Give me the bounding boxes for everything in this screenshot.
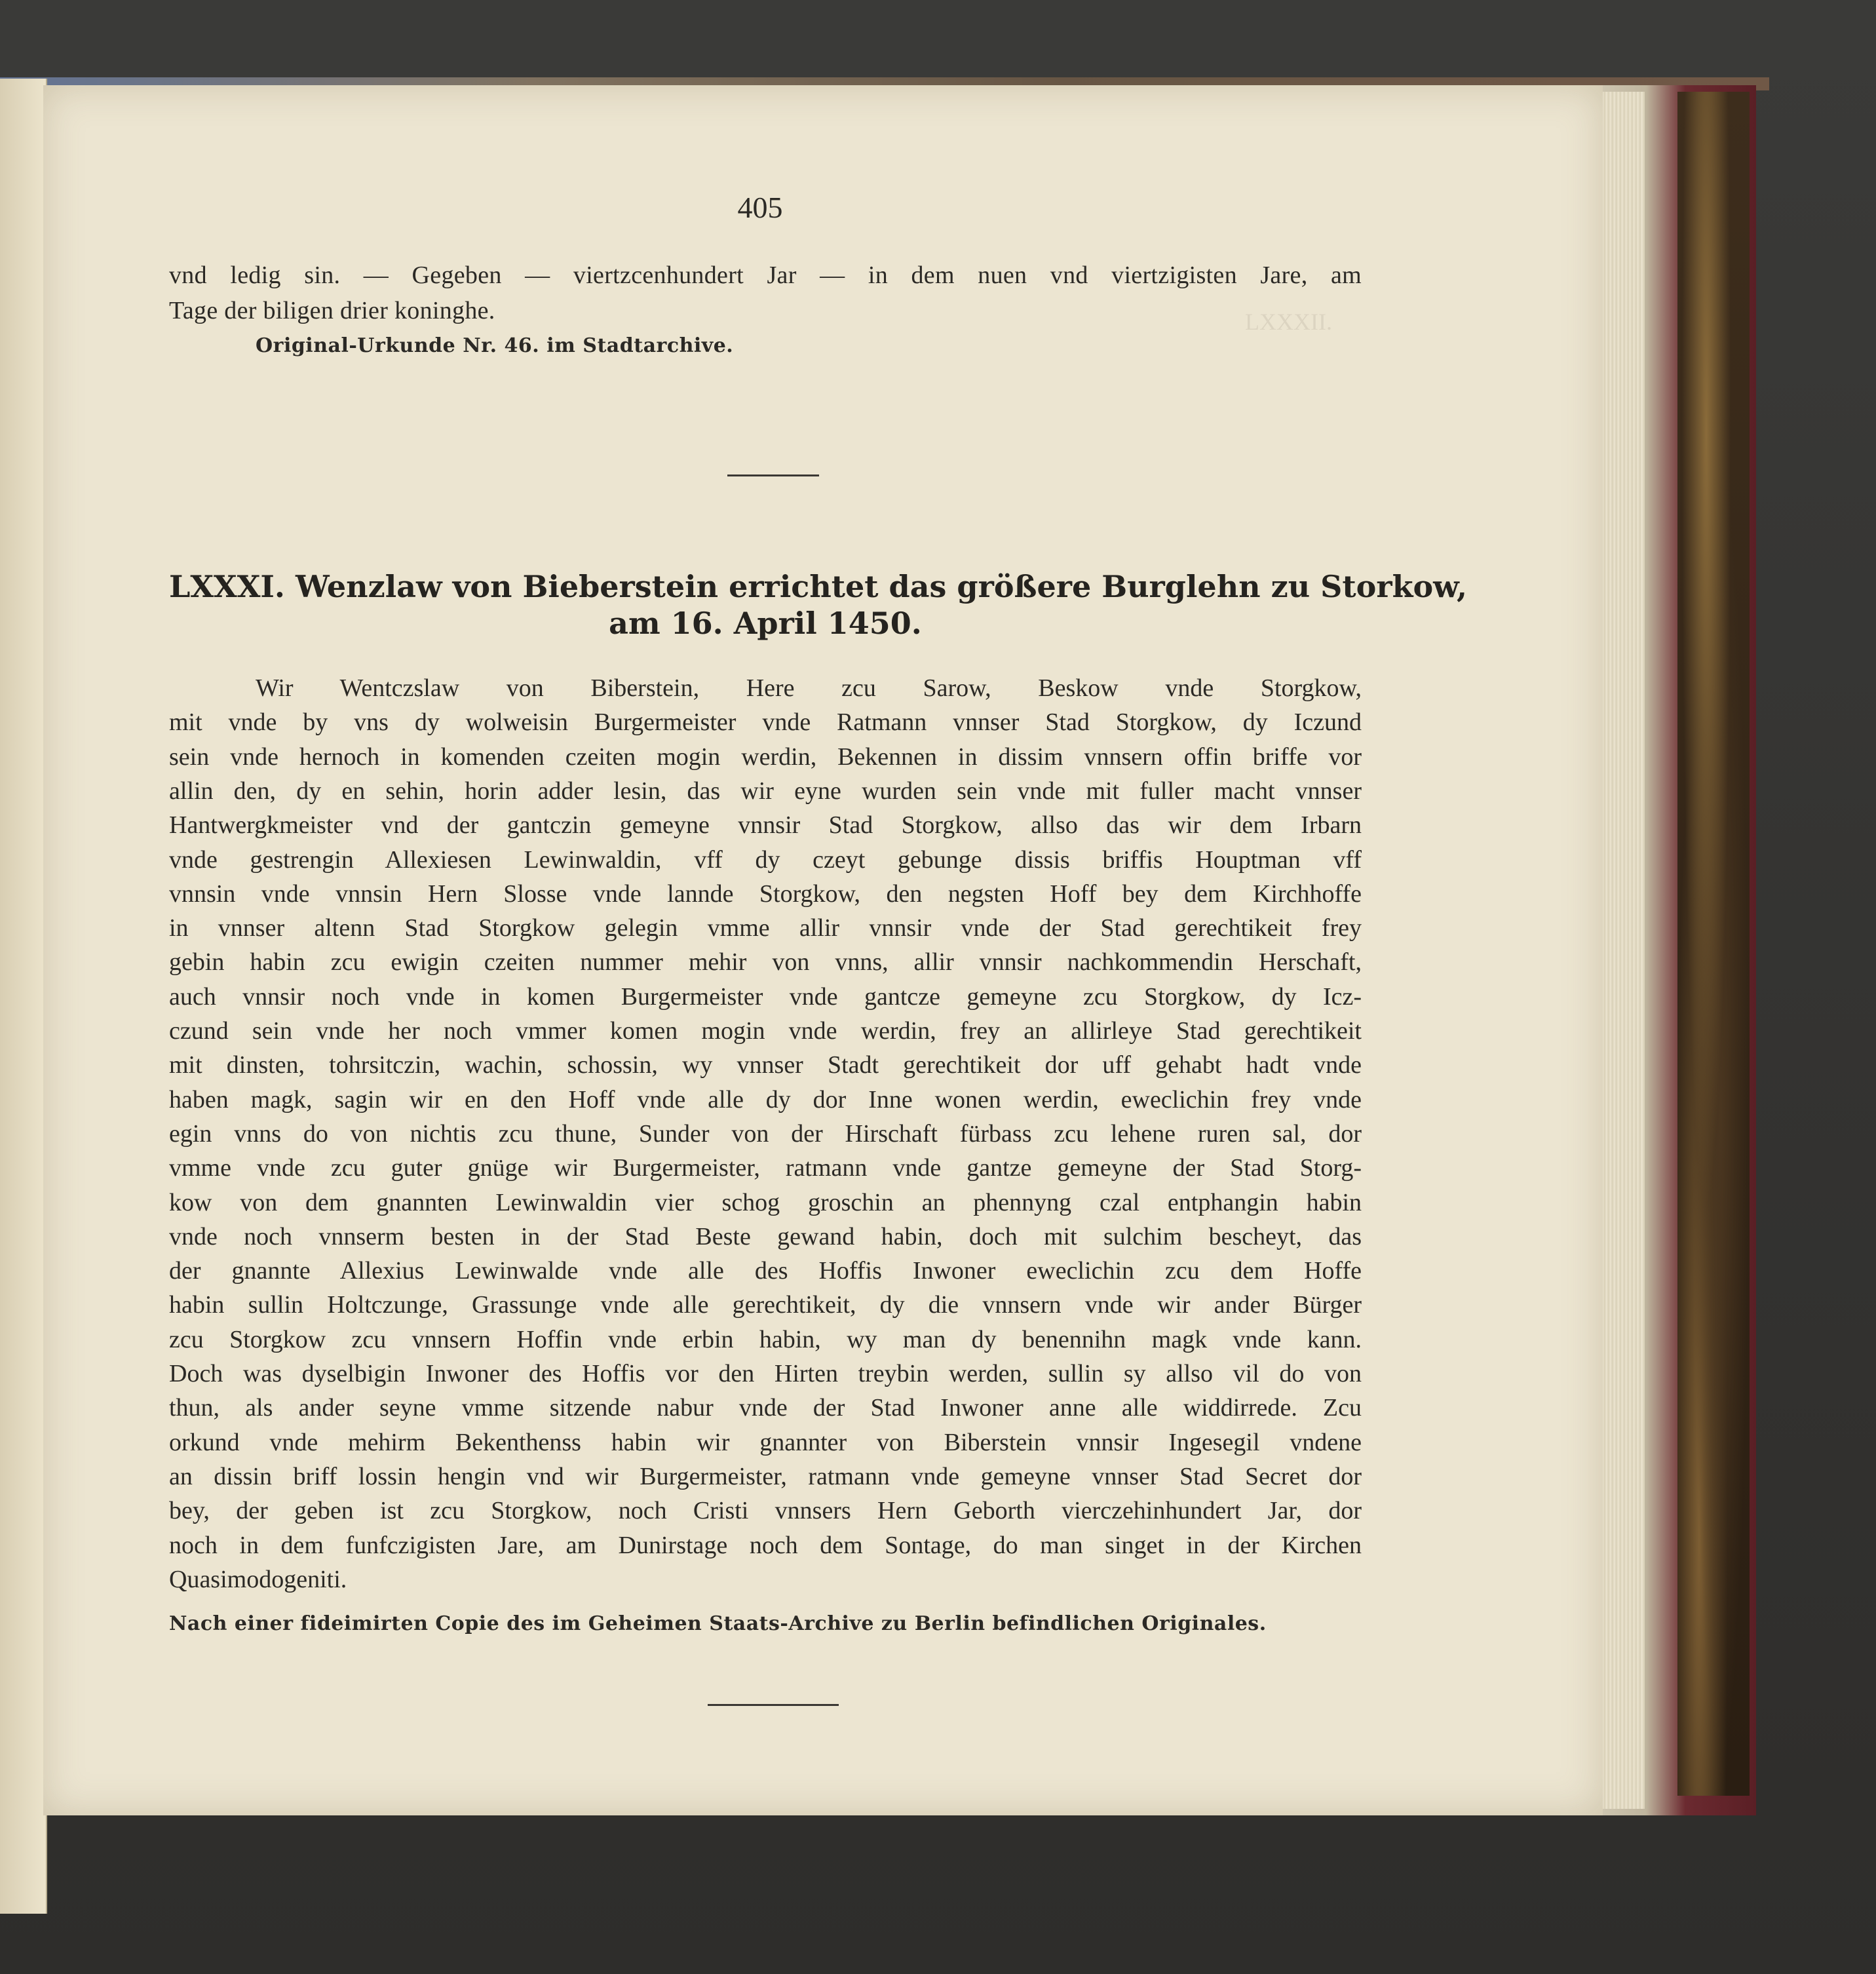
document-date: am 16. April 1450. — [609, 606, 922, 641]
body-line: an dissin briff lossin hengin vnd wir Burgermeister, ratmann vnde gemeyne vnnser Stad Secret dor — [169, 1463, 1362, 1490]
body-line: vnde gestrengin Allexiesen Lewinwaldin, vff dy czeyt gebunge dissis briffis Houptman vff — [169, 846, 1362, 874]
body-line: auch vnnsir noch vnde in komen Burgermeister vnde gantcze gemeyne zcu Storgkow, dy Icz- — [169, 983, 1362, 1011]
body-line: egin vnns do von nichtis zcu thune, Sunder von der Hirschaft fürbass zcu lehene ruren sal, dor — [169, 1120, 1362, 1148]
body-line: orkund vnde mehirm Bekenthenss habin wir gnannter von Biberstein vnnsir Ingesegil vndene — [169, 1429, 1362, 1456]
page-block-edge — [1599, 92, 1645, 1809]
continuation-line: vnd ledig sin. — Gegeben — viertzcenhundert Jar — in dem nuen vnd viertzigisten Jare, am — [169, 261, 1362, 289]
body-line: vnde noch vnnserm besten in der Stad Beste gewand habin, doch mit sulchim bescheyt, das — [169, 1223, 1362, 1250]
marbled-board — [1677, 92, 1750, 1796]
body-line: mit vnde by vns dy wolweisin Burgermeister vnde Ratmann vnnser Stad Storgkow, dy Iczund — [169, 708, 1362, 736]
show-through: LXXXII. — [1245, 309, 1332, 335]
continuation-line: Tage der biligen drier koninghe. — [169, 297, 495, 324]
body-line: mit dinsten, tohrsitczin, wachin, schossin, wy vnnser Stadt gerechtikeit dor uff gehabt hadt vnde — [169, 1051, 1362, 1079]
section-divider — [727, 474, 819, 476]
body-line: noch in dem funfczigisten Jare, am Dunirstage noch dem Sontage, do man singet in der Kirchen — [169, 1532, 1362, 1559]
body-line: haben magk, sagin wir en den Hoff vnde alle dy dor Inne wonen werdin, eweclichin frey vnde — [169, 1086, 1362, 1113]
body-line: Quasimodogeniti. — [169, 1566, 347, 1593]
body-line: zcu Storgkow zcu vnnsern Hoffin vnde erbin habin, wy man dy benennihn magk vnde kann. — [169, 1326, 1362, 1353]
facing-page-edge — [0, 79, 47, 1914]
body-line: habin sullin Holtczunge, Grassunge vnde alle gerechtikeit, dy die vnnsern vnde wir ander Bürger — [169, 1291, 1362, 1319]
body-line: in vnnser altenn Stad Storgkow gelegin vmme allir vnnsir vnde der Stad gerechtikeit frey — [169, 914, 1362, 942]
body-line: Hantwergkmeister vnd der gantczin gemeyne vnnsir Stad Storgkow, allso das wir dem Irbarn — [169, 811, 1362, 839]
section-divider — [708, 1704, 839, 1706]
body-line: czund sein vnde her noch vmmer komen mogin vnde werdin, frey an allirleye Stad gerechtikeit — [169, 1017, 1362, 1045]
page-number: 405 — [737, 191, 783, 224]
body-line: kow von dem gnannten Lewinwaldin vier schog groschin an phennyng czal entphangin habin — [169, 1189, 1362, 1216]
body-line: bey, der geben ist zcu Storgkow, noch Cristi vnnsers Hern Geborth vierczehinhundert Jar, dor — [169, 1497, 1362, 1524]
source-note: Nach einer fideimirten Copie des im Geheimen Staats-Archive zu Berlin befindlichen Originales. — [169, 1612, 1267, 1635]
body-line: vnnsin vnde vnnsin Hern Slosse vnde lannde Storgkow, den negsten Hoff bey dem Kirchhoffe — [169, 880, 1362, 908]
body-line: gebin habin zcu ewigin czeiten nummer mehir von vnns, allir vnnsir nachkommendin Herschaft, — [169, 948, 1362, 976]
body-line: sein vnde hernoch in komenden czeiten mogin werdin, Bekennen in dissim vnnsern offin briffe vor — [169, 743, 1362, 771]
body-line: vmme vnde zcu guter gnüge wir Burgermeister, ratmann vnde gantze gemeyne der Stad Storg- — [169, 1154, 1362, 1182]
body-line: allin den, dy en sehin, horin adder lesin, das wir eyne wurden sein vnde mit fuller macht vnnser — [169, 777, 1362, 805]
document-heading: LXXXI. Wenzlaw von Bieberstein errichtet das größere Burglehn zu Storkow, — [169, 569, 1467, 604]
body-line: der gnannte Allexius Lewinwalde vnde alle des Hoffis Inwoner eweclichin zcu dem Hoffe — [169, 1257, 1362, 1285]
source-note: Original-Urkunde Nr. 46. im Stadtarchive. — [256, 334, 734, 357]
body-line: Wir Wentczslaw von Biberstein, Here zcu Sarow, Beskow vnde Storgkow, — [256, 674, 1362, 702]
body-line: thun, als ander seyne vmme sitzende nabur vnde der Stad Inwoner anne alle widdirrede. Zcu — [169, 1394, 1362, 1422]
body-line: Doch was dyselbigin Inwoner des Hoffis vor den Hirten treybin werden, sullin sy allso vil do von — [169, 1360, 1362, 1387]
